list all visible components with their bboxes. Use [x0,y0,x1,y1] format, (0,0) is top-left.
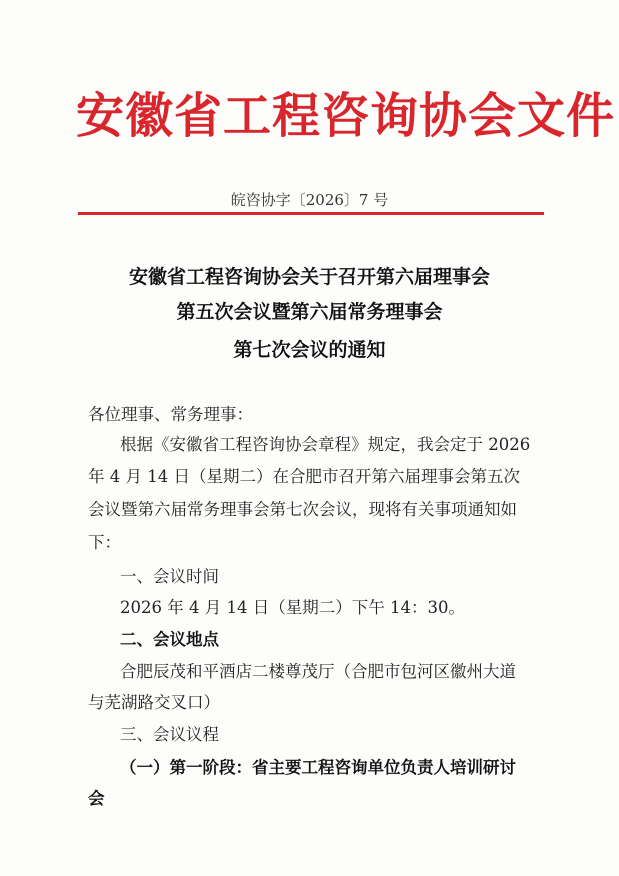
section-heading-location: 二、会议地点 [120,630,219,649]
notice-title-line-3: 第七次会议的通知 [233,339,386,361]
notice-title-line-1: 安徽省工程咨询协会关于召开第六届理事会 [128,266,490,288]
section-heading-time: 一、会议时间 [120,567,219,586]
notice-title-line-2: 第五次会议暨第六届常务理事会 [176,301,443,323]
section-text-location-line-1: 合肥辰茂和平酒店二楼尊茂厅（合肥市包河区徽州大道 [120,662,516,681]
agenda-stage-1-heading-line-2: 会 [88,789,105,808]
paragraph-line-4: 下： [88,533,121,552]
section-heading-agenda: 三、会议议程 [120,725,219,744]
paragraph-line-2: 年 4 月 14 日（星期二）在合肥市召开第六届理事会第五次 [88,467,520,486]
agenda-stage-1-heading-line-1: （一）第一阶段：省主要工程咨询单位负责人培训研讨 [120,758,516,777]
document-number: 皖咨协字〔2026〕7 号 [230,191,389,209]
paragraph-line-1: 根据《安徽省工程咨询协会章程》规定，我会定于 2026 [120,435,531,454]
header-red-rule [78,212,544,215]
document-header-title: 安徽省工程咨询协会文件 [76,88,616,144]
paragraph-line-3: 会议暨第六届常务理事会第七次会议，现将有关事项通知如 [88,500,517,519]
salutation: 各位理事、常务理事： [88,405,253,424]
section-text-time: 2026 年 4 月 14 日（星期二）下午 14：30。 [120,598,465,617]
section-text-location-line-2: 与芜湖路交叉口） [88,693,220,712]
